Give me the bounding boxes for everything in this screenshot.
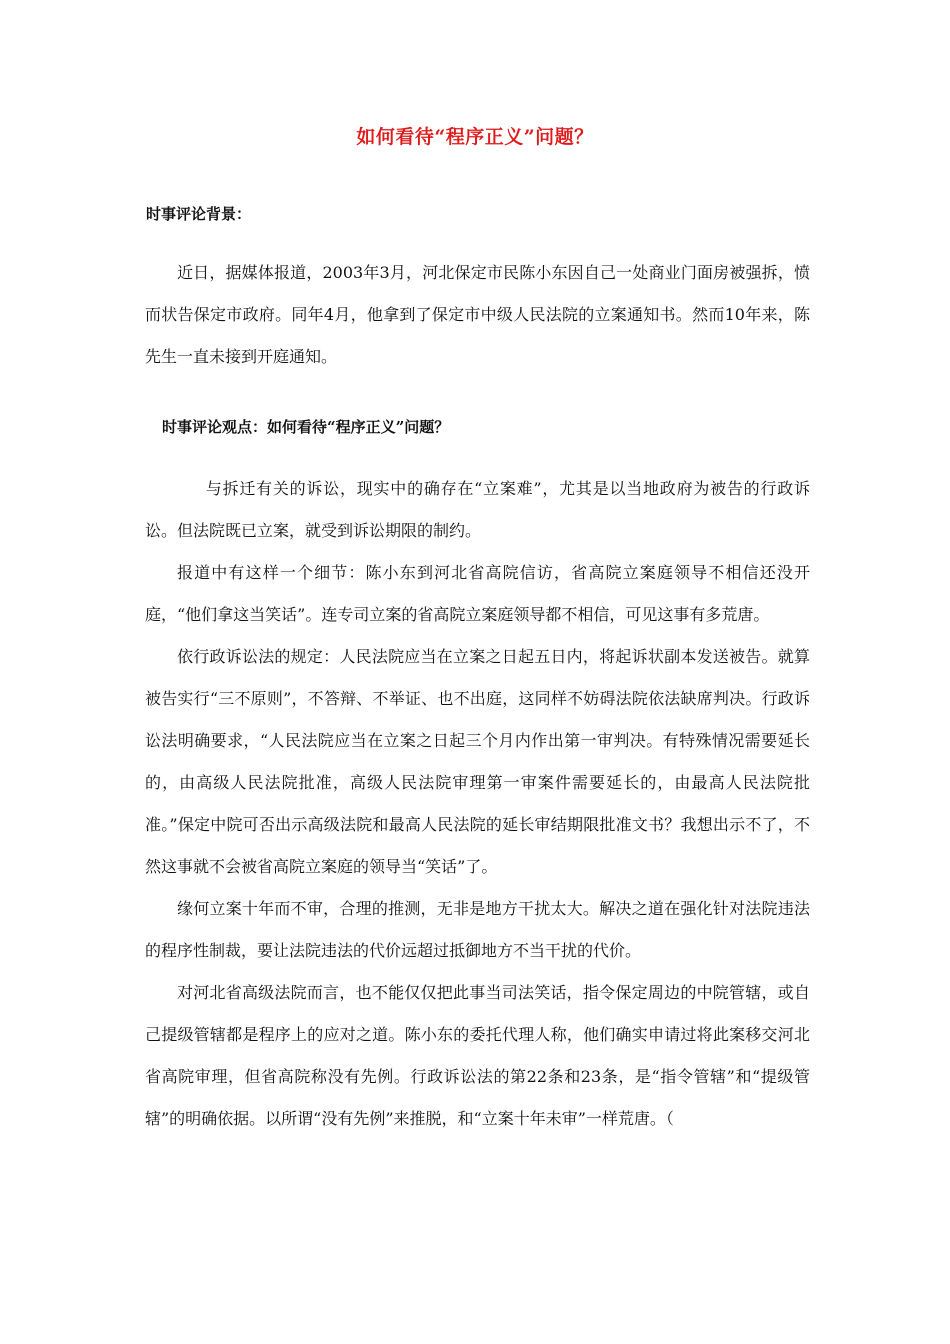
body-paragraph-4: 缘何立案十年而不审，合理的推测，无非是地方干扰太大。解决之道在强化针对法院违法的程序性制裁，要让法院违法的代价远超过抵御地方不当干扰的代价。	[145, 899, 810, 960]
background-paragraph: 近日，据媒体报道，2003年3月，河北保定市民陈小东因自己一处商业门面房被强拆，愤而状告保定市政府。同年4月，他拿到了保定市中级人民法院的立案通知书。然而10年来，陈先生一直未接到开庭通知。	[145, 263, 810, 366]
body-paragraph-5: 对河北省高级法院而言，也不能仅仅把此事当司法笑话，指令保定周边的中院管辖，或自己提级管辖都是程序上的应对之道。陈小东的委托代理人称，他们确实申请过将此案移交河北省高院审理，但省高院称没有先例。行政诉讼法的第22条和23条，是“指令管辖”和“提级管辖”的明确依据。以所谓“没有先例”来推脱，和“立案十年未审”一样荒唐。（	[145, 983, 810, 1128]
body-paragraph-1: 与拆迁有关的诉讼，现实中的确存在“立案难”，尤其是以当地政府为被告的行政诉讼。但法院既已立案，就受到诉讼期限的制约。	[145, 479, 810, 540]
viewpoint-heading: 时事评论观点：如何看待“程序正义”问题？	[162, 418, 450, 436]
body-paragraph-2: 报道中有这样一个细节：陈小东到河北省高院信访，省高院立案庭领导不相信还没开庭，“他们拿这当笑话”。连专司立案的省高院立案庭领导都不相信，可见这事有多荒唐。	[145, 563, 810, 624]
document-title: 如何看待“程序正义”问题？	[356, 126, 594, 148]
viewpoint-body	[145, 468, 810, 1140]
background-heading: 时事评论背景：	[146, 205, 252, 223]
body-paragraph-3: 依行政诉讼法的规定：人民法院应当在立案之日起五日内，将起诉状副本发送被告。就算被告实行“三不原则”，不答辩、不举证、也不出庭，这同样不妨碍法院依法缺席判决。行政诉讼法明确要求，“人民法院应当在立案之日起三个月内作出第一审判决。有特殊情况需要延长的，由高级人民法院批准，高级人民法院审理第一审案件需要延长的，由最高人民法院批准。”保定中院可否出示高级法院和最高人民法院的延长审结期限批准文书？我想出示不了，不然这事就不会被省高院立案庭的领导当“笑话”了。	[145, 647, 810, 876]
background-section	[145, 252, 810, 378]
